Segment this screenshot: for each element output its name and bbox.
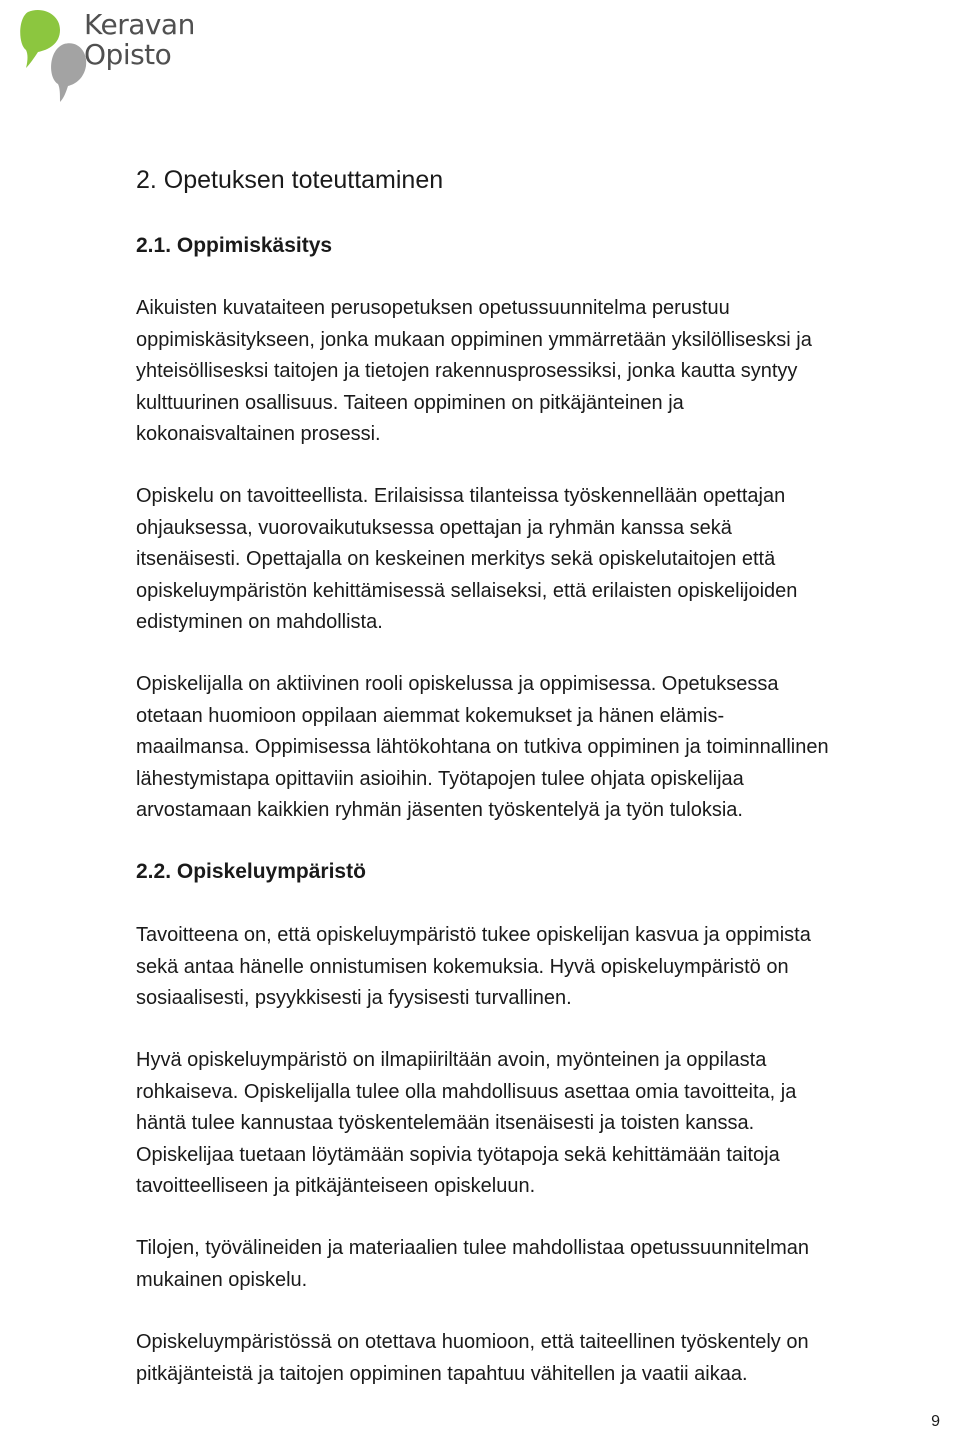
speech-bubbles-icon [20, 6, 90, 102]
paragraph-1 [136, 293, 812, 451]
section-title-oppimiskasitys: 2.1. Oppimiskäsitys [136, 234, 333, 257]
text-line: edistyminen on mahdollista. [136, 611, 383, 633]
text-line: kulttuurinen osallisuus. Taiteen oppiminen on pitkäjänteinen ja [136, 391, 684, 414]
paragraph-4 [136, 920, 811, 1015]
text-line: rohkaiseva. Opiskelijalla tulee olla mahdollisuus asettaa omia tavoitteita, ja [136, 1080, 797, 1103]
keravan-opisto-logo [20, 6, 220, 102]
text-line: Opiskelu on tavoitteellista. Erilaisissa tilanteissa työskennellään opettajan [136, 485, 786, 507]
page-number: 9 [931, 1413, 940, 1430]
paragraph-3 [136, 669, 829, 827]
text-line: tavoitteelliseen ja pitkäjänteiseen opiskeluun. [136, 1175, 536, 1197]
text-line: Opiskeluympäristössä on otettava huomioon, että taiteellinen työskentely on [136, 1331, 809, 1353]
text-line: pitkäjänteistä ja taitojen oppiminen tapahtuu vähitellen ja vaatii aikaa. [136, 1362, 748, 1385]
section-title-opiskeluymparisto: 2.2. Opiskeluympäristö [136, 860, 366, 883]
text-line: Opiskelijalla on aktiivinen rooli opiskelussa ja oppimisessa. Opetuksessa [136, 673, 779, 695]
text-line: ohjauksessa, vuorovaikutuksessa opettajan ja ryhmän kanssa sekä [136, 516, 732, 539]
text-line: Opiskelijaa tuetaan löytämään sopivia työtapoja sekä kehittämään taitoja [136, 1143, 780, 1166]
text-line: sekä antaa hänelle onnistumisen kokemuksia. Hyvä opiskeluympäristö on [136, 955, 789, 978]
text-line: arvostamaan kaikkien ryhmän jäsenten työskentelyä ja työn tuloksia. [136, 799, 743, 821]
page-heading: 2. Opetuksen toteuttaminen [136, 166, 444, 194]
text-line: Aikuisten kuvataiteen perusopetuksen opetussuunnitelma perustuu [136, 297, 730, 319]
paragraph-7 [136, 1327, 809, 1390]
text-line: oppimiskäsitykseen, jonka mukaan oppiminen ymmärretään yksilöllisesksi ja [136, 328, 812, 351]
text-line: häntä tulee kannustaa työskentelemään itsenäisesti ja toisten kanssa. [136, 1112, 755, 1134]
paragraph-5 [136, 1045, 796, 1203]
text-line: Tavoitteena on, että opiskeluympäristö tukee opiskelijan kasvua ja oppimista [136, 924, 811, 946]
logo-wordmark [84, 10, 195, 70]
text-line: yhteisöllisesksi taitojen ja tietojen rakennusprosessiksi, jonka kautta syntyy [136, 360, 798, 382]
text-line: maailmansa. Oppimisessa lähtökohtana on tutkiva oppiminen ja toiminnallinen [136, 736, 829, 758]
text-line: opiskeluympäristön kehittämisessä sellaiseksi, että erilaisten opiskelijoiden [136, 579, 798, 602]
text-line: otetaan huomioon oppilaan aiemmat kokemukset ja hänen elämis- [136, 704, 725, 727]
paragraph-2 [136, 481, 797, 639]
logo-line-1: Keravan [84, 8, 195, 41]
text-line: kokonaisvaltainen prosessi. [136, 423, 381, 445]
logo-line-2: Opisto [84, 38, 172, 71]
text-line: itsenäisesti. Opettajalla on keskeinen merkitys sekä opiskelutaitojen että [136, 548, 776, 570]
text-line: lähestymistapa opittaviin asioihin. Työtapojen tulee ohjata opiskelijaa [136, 767, 744, 790]
text-line: Tilojen, työvälineiden ja materiaalien tulee mahdollistaa opetussuunnitelman [136, 1237, 809, 1259]
paragraph-6 [136, 1233, 809, 1296]
text-line: sosiaalisesti, psyykkisesti ja fyysisesti turvallinen. [136, 987, 572, 1009]
text-line: Hyvä opiskeluympäristö on ilmapiiriltään avoin, myönteinen ja oppilasta [136, 1049, 767, 1071]
text-line: mukainen opiskelu. [136, 1268, 308, 1291]
